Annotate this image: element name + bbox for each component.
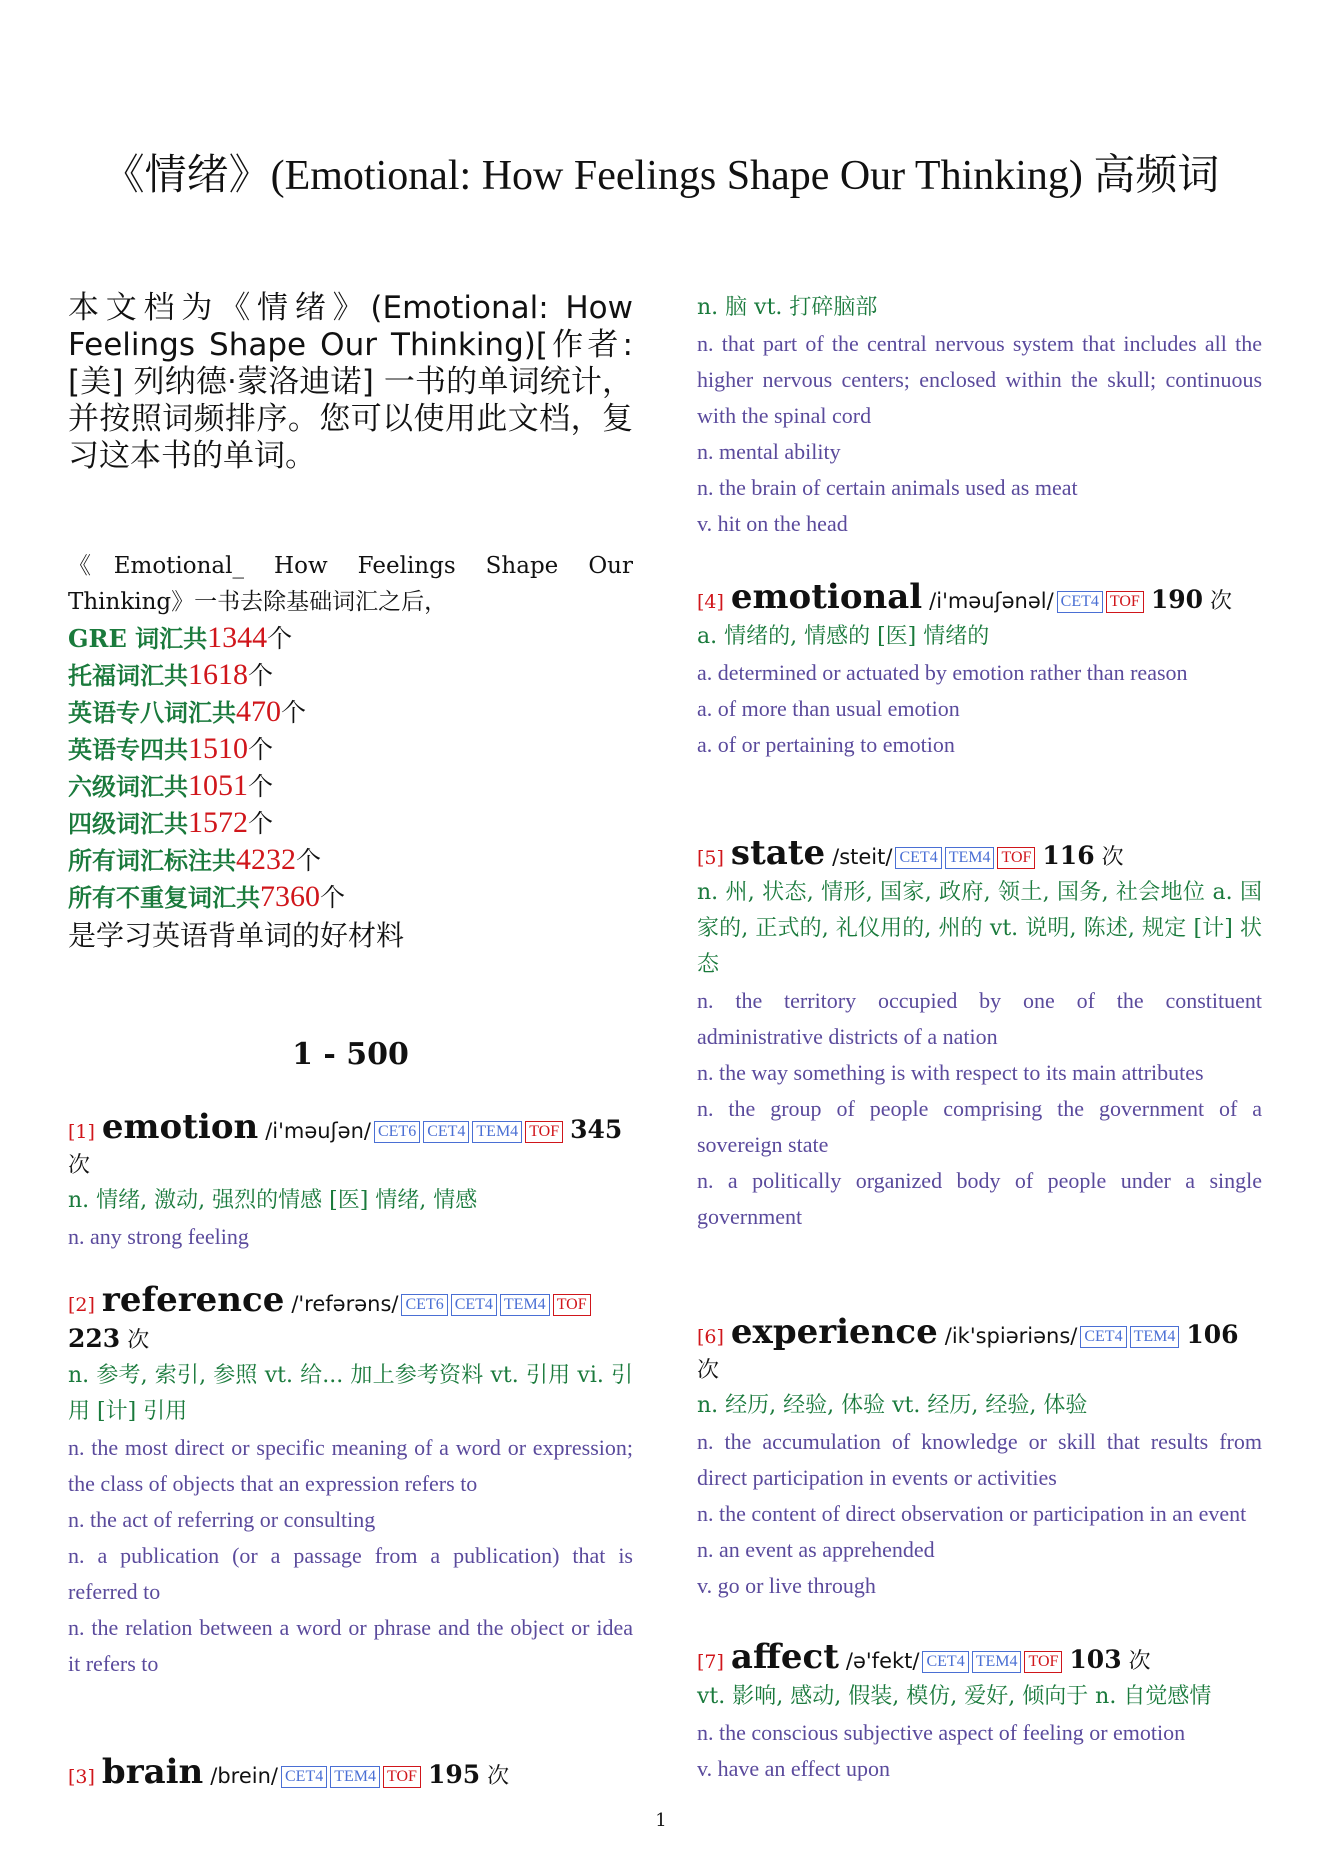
entry-count: 116 bbox=[1042, 841, 1095, 870]
exam-tag: CET4 bbox=[423, 1121, 469, 1143]
entry-head bbox=[697, 833, 1262, 875]
entry-definition: n. the most direct or specific meaning of a word or expression; the class of objects that an expression refers to bbox=[68, 1435, 633, 1496]
stat-number: 7360 bbox=[260, 880, 320, 913]
stat-line bbox=[68, 768, 633, 805]
word-entry bbox=[68, 1752, 633, 1794]
entry-count: 223 bbox=[68, 1324, 121, 1353]
stat-line bbox=[68, 805, 633, 842]
stat-unit: 个 bbox=[267, 624, 293, 653]
stat-line bbox=[68, 879, 633, 916]
entry-phonetic: /steit/ bbox=[832, 845, 893, 869]
entry-count-unit: 次 bbox=[1128, 1649, 1151, 1674]
exam-tag: TOF bbox=[525, 1121, 563, 1143]
entry-head bbox=[697, 577, 1262, 619]
stat-unit: 个 bbox=[248, 735, 274, 764]
word-entry-continued bbox=[697, 290, 1262, 542]
stat-unit: 个 bbox=[281, 698, 307, 727]
entry-count-unit: 次 bbox=[1101, 845, 1124, 870]
entry-phonetic: /i'məuʃənəl/ bbox=[929, 589, 1054, 613]
word-entry bbox=[68, 1280, 633, 1682]
entry-definition: a. determined or actuated by emotion rather than reason bbox=[697, 660, 1188, 685]
stat-unit: 个 bbox=[248, 661, 274, 690]
entry-definition: a. of more than usual emotion bbox=[697, 696, 960, 721]
exam-tag: TOF bbox=[383, 1766, 421, 1788]
stat-label: 四级词汇共 bbox=[68, 809, 188, 838]
entry-phonetic: /i'məuʃən/ bbox=[265, 1119, 371, 1143]
entry-count: 190 bbox=[1150, 585, 1203, 614]
stat-label: 英语专四共 bbox=[68, 735, 188, 764]
exam-tag: CET6 bbox=[374, 1121, 420, 1143]
entry-head bbox=[68, 1280, 633, 1358]
entry-definition: n. the act of referring or consulting bbox=[68, 1507, 376, 1532]
entry-head bbox=[68, 1752, 633, 1794]
entry-head bbox=[697, 1312, 1262, 1388]
stat-label: 英语专八词汇共 bbox=[68, 698, 236, 727]
entry-definition: n. the group of people comprising the government of a sovereign state bbox=[697, 1096, 1262, 1157]
entry-count-unit: 次 bbox=[1210, 589, 1233, 614]
word-entry bbox=[697, 577, 1262, 763]
entry-definition: n. the way something is with respect to its main attributes bbox=[697, 1060, 1204, 1085]
exam-tag: CET4 bbox=[922, 1651, 968, 1673]
entry-index: [3] bbox=[68, 1766, 95, 1788]
entry-count: 195 bbox=[427, 1760, 481, 1789]
entry-phonetic: /'refərəns/ bbox=[291, 1292, 399, 1316]
stat-line bbox=[68, 731, 633, 768]
word-entry bbox=[697, 1312, 1262, 1604]
entry-word: affect bbox=[730, 1637, 839, 1677]
entry-index: [4] bbox=[697, 591, 724, 613]
entry-definition: v. go or live through bbox=[697, 1573, 876, 1598]
exam-tag: CET6 bbox=[401, 1294, 447, 1316]
word-entry bbox=[697, 1637, 1262, 1787]
stat-label: 托福词汇共 bbox=[68, 661, 188, 690]
entry-index: [2] bbox=[68, 1294, 95, 1316]
entry-definition: v. have an effect upon bbox=[697, 1756, 891, 1781]
entry-definition: a. of or pertaining to emotion bbox=[697, 732, 955, 757]
stat-number: 4232 bbox=[236, 843, 296, 876]
stat-label: 所有不重复词汇共 bbox=[68, 883, 260, 912]
exam-tag: TEM4 bbox=[945, 847, 995, 869]
word-entry bbox=[68, 1107, 633, 1255]
entry-word: emotion bbox=[101, 1107, 259, 1147]
stat-unit: 个 bbox=[248, 772, 274, 801]
exam-tag: TOF bbox=[997, 847, 1035, 869]
entry-index: [6] bbox=[697, 1326, 724, 1348]
intro-paragraph: 本文档为《情绪》(Emotional: How Feelings Shape Our Thinking)[作者: [美] 列纳德·蒙洛迪诺] 一书的单词统计，并按照词频排序。您可以使用此文档，复习这本书的单词。 bbox=[68, 290, 633, 474]
entry-head bbox=[68, 1107, 633, 1183]
entry-phonetic: /ə'fekt/ bbox=[845, 1649, 920, 1673]
exam-tag: CET4 bbox=[1057, 591, 1103, 613]
entry-chinese: n. 情绪, 激动, 强烈的情感 [医] 情绪, 情感 bbox=[68, 1188, 478, 1213]
entry-chinese: n. 参考, 索引, 参照 vt. 给... 加上参考资料 vt. 引用 vi. 引用 [计] 引用 bbox=[68, 1363, 633, 1424]
entry-count-unit: 次 bbox=[487, 1764, 510, 1789]
exam-tag: CET4 bbox=[281, 1766, 327, 1788]
entry-definition: n. any strong feeling bbox=[68, 1224, 249, 1249]
stat-label: GRE 词汇共 bbox=[68, 624, 208, 653]
entry-definition: n. the accumulation of knowledge or skill that results from direct participation in events or activities bbox=[697, 1429, 1262, 1490]
exam-tag: CET4 bbox=[1080, 1326, 1126, 1348]
entry-definition: v. hit on the head bbox=[697, 511, 848, 536]
exam-tag: TOF bbox=[553, 1294, 591, 1316]
entry-chinese: n. 脑 vt. 打碎脑部 bbox=[697, 295, 878, 320]
exam-tag: TOF bbox=[1024, 1651, 1062, 1673]
entry-definition: n. mental ability bbox=[697, 439, 841, 464]
entry-chinese: vt. 影响, 感动, 假装, 模仿, 爱好, 倾向于 n. 自觉感情 bbox=[697, 1684, 1212, 1709]
entry-definition: n. that part of the central nervous system that includes all the higher nervous centers; enclosed within the skull; continuous with the spinal cord bbox=[697, 331, 1262, 428]
entry-definition: n. the brain of certain animals used as meat bbox=[697, 475, 1078, 500]
entry-phonetic: /brein/ bbox=[210, 1764, 278, 1788]
entry-head bbox=[697, 1637, 1262, 1679]
word-entry bbox=[697, 833, 1262, 1235]
entry-count-unit: 次 bbox=[68, 1153, 91, 1178]
entry-word: experience bbox=[730, 1312, 938, 1352]
stat-number: 1618 bbox=[188, 658, 248, 691]
stat-number: 1344 bbox=[207, 621, 268, 654]
exam-tag: TEM4 bbox=[1130, 1326, 1180, 1348]
stat-number: 1051 bbox=[188, 769, 248, 802]
stat-line bbox=[68, 694, 633, 731]
entry-definition: n. a politically organized body of people under a single government bbox=[697, 1168, 1262, 1229]
stats-closing: 是学习英语背单词的好材料 bbox=[68, 919, 405, 952]
entry-word: state bbox=[730, 833, 826, 873]
entry-count: 106 bbox=[1186, 1320, 1239, 1349]
exam-tag: CET4 bbox=[451, 1294, 497, 1316]
entry-count: 345 bbox=[570, 1115, 623, 1144]
stats-block bbox=[68, 548, 633, 956]
stat-unit: 个 bbox=[248, 809, 274, 838]
page-number: 1 bbox=[655, 1810, 667, 1831]
entry-definition: n. the relation between a word or phrase and the object or idea it refers to bbox=[68, 1615, 633, 1676]
stats-lead: 《Emotional_ How Feelings Shape Our Thinking》一书去除基础词汇之后， bbox=[68, 553, 633, 615]
entry-chinese: a. 情绪的, 情感的 [医] 情绪的 bbox=[697, 624, 990, 649]
entry-definition: n. the territory occupied by one of the constituent administrative districts of a nation bbox=[697, 988, 1262, 1049]
page-title: 《情绪》(Emotional: How Feelings Shape Our Thinking) 高频词 bbox=[102, 153, 1220, 199]
stat-unit: 个 bbox=[320, 883, 346, 912]
entry-definition: n. the content of direct observation or participation in an event bbox=[697, 1501, 1247, 1526]
stat-number: 1510 bbox=[188, 732, 248, 765]
entry-count-unit: 次 bbox=[697, 1358, 720, 1383]
stat-line bbox=[68, 620, 633, 657]
stat-line bbox=[68, 657, 633, 694]
entry-definition: n. an event as apprehended bbox=[697, 1537, 935, 1562]
stat-label: 所有词汇标注共 bbox=[68, 846, 236, 875]
entry-phonetic: /ik'spiəriəns/ bbox=[944, 1324, 1078, 1348]
entry-word: reference bbox=[101, 1280, 285, 1320]
entry-index: [5] bbox=[697, 847, 724, 869]
stat-label: 六级词汇共 bbox=[68, 772, 188, 801]
exam-tag: TEM4 bbox=[472, 1121, 522, 1143]
exam-tag: TEM4 bbox=[330, 1766, 380, 1788]
exam-tag: TOF bbox=[1106, 591, 1144, 613]
stat-line bbox=[68, 842, 633, 879]
entry-count-unit: 次 bbox=[127, 1328, 150, 1353]
entry-chinese: n. 经历, 经验, 体验 vt. 经历, 经验, 体验 bbox=[697, 1393, 1088, 1418]
entry-word: brain bbox=[101, 1752, 204, 1792]
exam-tag: TEM4 bbox=[972, 1651, 1022, 1673]
entry-index: [7] bbox=[697, 1651, 724, 1673]
range-heading: 1 - 500 bbox=[292, 1037, 409, 1072]
stat-number: 470 bbox=[236, 695, 281, 728]
entry-count: 103 bbox=[1069, 1645, 1122, 1674]
exam-tag: CET4 bbox=[895, 847, 941, 869]
entry-chinese: n. 州, 状态, 情形, 国家, 政府, 领土, 国务, 社会地位 a. 国家的, 正式的, 礼仪用的, 州的 vt. 说明, 陈述, 规定 [计] 状态 bbox=[697, 880, 1262, 977]
entry-definition: n. the conscious subjective aspect of feeling or emotion bbox=[697, 1720, 1186, 1745]
entry-index: [1] bbox=[68, 1121, 95, 1143]
stat-number: 1572 bbox=[188, 806, 248, 839]
exam-tag: TEM4 bbox=[500, 1294, 550, 1316]
entry-word: emotional bbox=[730, 577, 923, 617]
entry-definition: n. a publication (or a passage from a publication) that is referred to bbox=[68, 1543, 633, 1604]
stat-unit: 个 bbox=[296, 846, 322, 875]
